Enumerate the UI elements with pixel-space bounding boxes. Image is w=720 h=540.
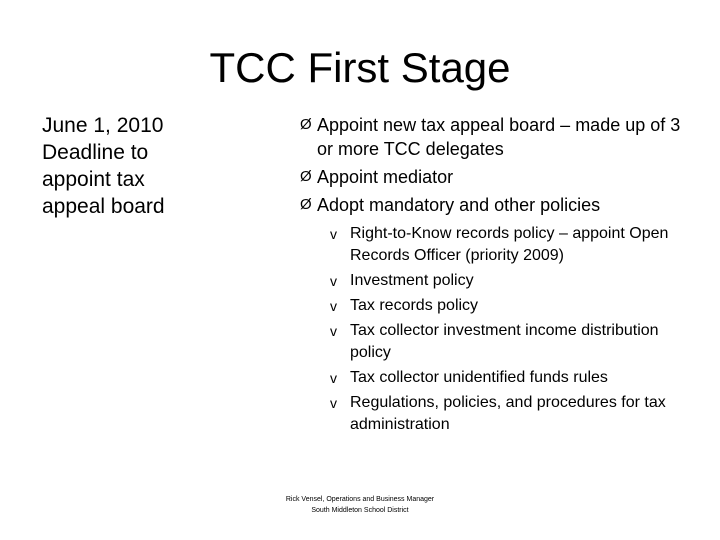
sub-bullet-text: Regulations, policies, and procedures for tax administration [350, 394, 666, 433]
sub-bullet-list [330, 223, 700, 436]
sub-bullet-item [330, 270, 700, 292]
bullet-item [300, 113, 700, 161]
sub-bullet-text: Tax records policy [350, 297, 479, 314]
sub-bullet-text: Tax collector unidentified funds rules [350, 369, 608, 386]
sub-bullet-item [330, 223, 700, 267]
diamond-bullet-icon: v [330, 298, 337, 314]
deadline-line: appoint tax [42, 168, 145, 191]
diamond-bullet-icon: v [330, 323, 337, 339]
footer [220, 494, 500, 516]
deadline-text [42, 112, 222, 220]
sub-bullet-item [330, 320, 700, 364]
sub-bullet-item [330, 295, 700, 317]
sub-bullet-text: Right-to-Know records policy – appoint Open Records Officer (priority 2009) [350, 225, 669, 264]
deadline-line: Deadline to [42, 141, 149, 164]
bullet-text: Appoint new tax appeal board – made up of 3 or more TCC delegates [317, 115, 681, 159]
bullet-text: Appoint mediator [317, 167, 454, 187]
arrow-bullet-icon: Ø [300, 116, 312, 133]
sub-bullet-item [330, 367, 700, 389]
bullet-list [300, 113, 700, 439]
bullet-item [300, 165, 700, 189]
diamond-bullet-icon: v [330, 395, 337, 411]
sub-bullet-text: Investment policy [350, 272, 474, 289]
arrow-bullet-icon: Ø [300, 196, 312, 213]
slide-title: TCC First Stage [209, 44, 511, 91]
bullet-item [300, 193, 700, 217]
sub-bullet-item [330, 392, 700, 436]
deadline-line: June 1, 2010 [42, 114, 164, 137]
sub-bullet-text: Tax collector investment income distribution policy [350, 322, 659, 361]
bullet-text: Adopt mandatory and other policies [317, 195, 601, 215]
deadline-line: appeal board [42, 195, 165, 218]
footer-author: Rick Vensel, Operations and Business Manager [285, 496, 435, 503]
arrow-bullet-icon: Ø [300, 168, 312, 185]
footer-organization: South Middleton School District [311, 507, 409, 514]
diamond-bullet-icon: v [330, 370, 337, 386]
diamond-bullet-icon: v [330, 226, 337, 242]
diamond-bullet-icon: v [330, 273, 337, 289]
